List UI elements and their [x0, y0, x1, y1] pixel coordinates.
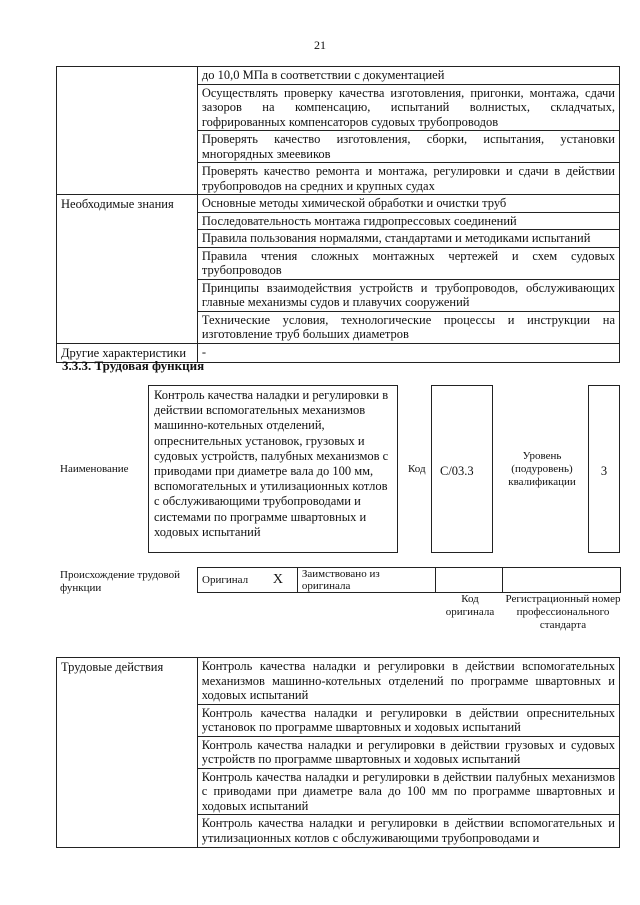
skills-knowledge-table	[56, 66, 620, 363]
function-name: Контроль качества наладки и регулировки в действии вспомогательных механизмов машинно-котельных отделений, опреснительных установок, грузовых и судовых устройств, палубных механизмов с приводами при диаметре вала до 100 мм, вспомогательных и утилизационных котлов с обслуживающими трубопроводами и системами по программе швартовных и ходовых испытаний	[148, 385, 398, 553]
table-row	[57, 195, 620, 213]
page-number: 21	[314, 38, 326, 52]
table-cell: Контроль качества наладки и регулировки в действии вспомогательных механизмов машинно-котельных отделений по программе швартовных и ходовых испытаний	[197, 658, 619, 705]
table-cell: Технические условия, технологические процессы и инструкции на изготовление труб больших диаметров	[197, 311, 619, 343]
table-cell: Проверять качество ремонта и монтажа, регулировки и сдачи в действии трубопроводов на средних и крупных судах	[197, 163, 619, 195]
row-label-knowledge: Необходимые знания	[57, 195, 198, 344]
table-row	[57, 67, 620, 85]
reg-caption: Регистрационный номер профессионального стандарта	[505, 593, 621, 631]
reg-number-cell	[503, 568, 621, 593]
original-mark: X	[272, 572, 283, 587]
actions-table	[56, 657, 620, 848]
code-label: Код	[408, 463, 426, 475]
table-cell: Правила чтения сложных монтажных чертежей и схем судовых трубопроводов	[197, 247, 619, 279]
code-box	[431, 385, 493, 553]
table-cell	[197, 815, 619, 848]
origin-table	[197, 567, 621, 593]
table-cell: Правила пользования нормалями, стандартами и методиками испытаний	[197, 230, 619, 248]
table-cell: Контроль качества наладки и регулировки в действии опреснительных установок по программе швартовных и ходовых испытаний	[197, 704, 619, 736]
table-cell: Осуществлять проверку качества изготовления, пригонки, монтажа, сдачи зазоров на компенсацию, испытаний волнистых, складчатых, гофрированных компенсаторов судовых трубопроводов	[197, 84, 619, 131]
table-row	[57, 658, 620, 705]
table-cell: Основные методы химической обработки и очистки труб	[197, 195, 619, 213]
level-value: 3	[600, 464, 608, 478]
table-cell: Последовательность монтажа гидропрессовых соединений	[197, 212, 619, 230]
code-value: С/03.3	[440, 464, 474, 478]
borrowed-label: Заимствовано из оригинала	[297, 568, 435, 593]
row-label-actions: Трудовые действия	[57, 658, 198, 848]
origin-code-cell	[435, 568, 503, 593]
original-label: Оригинал	[202, 574, 249, 586]
table-cell: -	[197, 343, 619, 363]
original-cell	[198, 568, 298, 593]
table-row	[198, 568, 621, 593]
name-label: Наименование	[60, 463, 129, 475]
level-label: Уровень (подуровень) квалификации	[508, 450, 576, 488]
table-cell: Принципы взаимодействия устройств и трубопроводов, обслуживающих главные механизмы судов и плавучих сооружений	[197, 279, 619, 311]
code-caption: Код оригинала	[445, 593, 495, 618]
row-label-other: Другие характеристики	[57, 343, 198, 363]
level-box	[588, 385, 620, 553]
cell-text: Контроль качества наладки и регулировки в действии вспомогательных и утилизационных котлов с обслуживающими трубопроводами и	[201, 816, 615, 845]
row-label	[57, 67, 198, 195]
table-cell: Проверять качество изготовления, сборки, испытания, установки многорядных змеевиков	[197, 131, 619, 163]
table-cell: Контроль качества наладки и регулировки в действии грузовых и судовых устройств по программе швартовных и ходовых испытаний	[197, 736, 619, 768]
section-title: 3.3.3. Трудовая функция	[62, 358, 205, 373]
table-cell: до 10,0 МПа в соответствии с документацией	[197, 67, 619, 85]
table-cell: Контроль качества наладки и регулировки в действии палубных механизмов с приводами при диаметре вала до 100 мм по программе швартовных и ходовых испытаний	[197, 768, 619, 815]
origin-label: Происхождение трудовой функции	[60, 569, 181, 594]
